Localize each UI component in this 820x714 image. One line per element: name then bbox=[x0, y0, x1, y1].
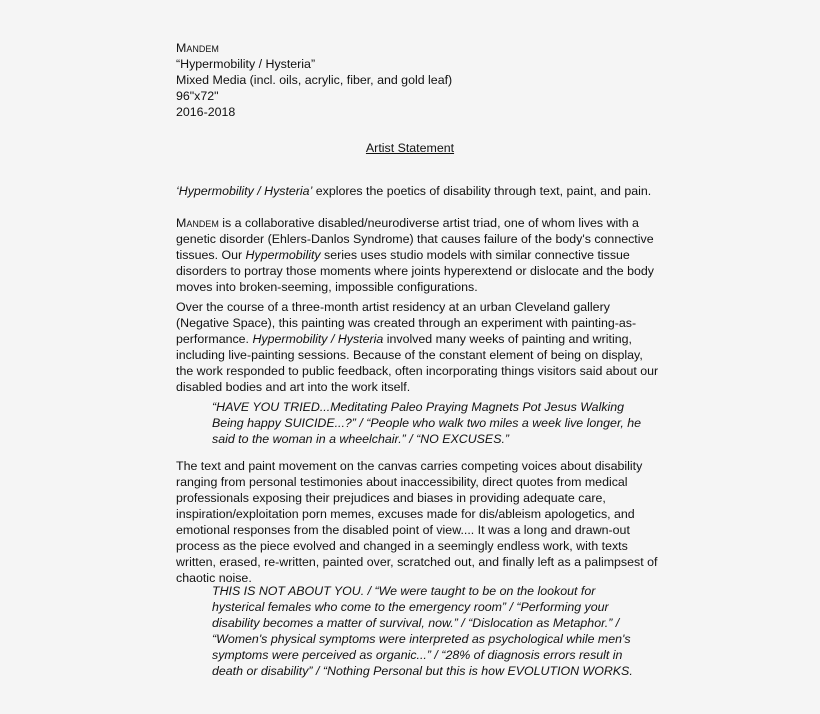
para3-line5: emotional responses from the disabled point of view.... It was a long and drawn-out bbox=[176, 523, 630, 537]
para1-line3-italic: Hypermobility bbox=[245, 248, 321, 262]
para1-line5: moves into broken-seeming, impossible configurations. bbox=[176, 280, 478, 294]
para3-line1: The text and paint movement on the canvas carries competing voices about disability bbox=[176, 459, 643, 473]
para2-line2: (Negative Space), this painting was created through an experiment with painting-as- bbox=[176, 316, 637, 330]
para3-line6: process as the piece evolved and changed in a seemingly endless work, with texts bbox=[176, 539, 628, 553]
para3-line8: chaotic noise. bbox=[176, 571, 252, 585]
intro-paragraph bbox=[176, 183, 656, 199]
artwork-medium: Mixed Media (incl. oils, acrylic, fiber, and gold leaf) bbox=[176, 73, 453, 87]
statement-heading bbox=[0, 140, 820, 156]
quote2-line3: disability becomes a matter of survival, now.” / “Dislocation as Metaphor.” / bbox=[212, 616, 620, 630]
artwork-years: 2016-2018 bbox=[176, 105, 236, 119]
quote1-line3: said to the woman in a wheelchair.” / “NO EXCUSES.” bbox=[212, 432, 510, 446]
artwork-header bbox=[176, 40, 452, 120]
intro-italic-title: ‘Hypermobility / Hysteria’ bbox=[176, 184, 313, 198]
statement-title-text: Artist Statement bbox=[365, 141, 455, 155]
para2-line4: including live-painting sessions. Because of the constant element of being on display, bbox=[176, 348, 643, 362]
artwork-title: “Hypermobility / Hysteria” bbox=[176, 57, 316, 71]
para2-line3-pre: performance. bbox=[176, 332, 253, 346]
intro-text: explores the poetics of disability through text, paint, and pain. bbox=[312, 184, 652, 198]
para2-line5: the work responded to public feedback, often incorporating things visitors said about our bbox=[176, 364, 659, 378]
para3-line7: written, erased, re-written, painted over, scratched out, and finally left as a palimpsest of bbox=[176, 555, 658, 569]
para3-line4: inspiration/exploitation porn memes, excuses made for dis/ableism apologetics, and bbox=[176, 507, 635, 521]
quote-block-1 bbox=[212, 399, 641, 447]
para2-line3-italic: Hypermobility / Hysteria bbox=[252, 332, 384, 346]
quote2-line6: death or disability” / “Nothing Personal but this is how EVOLUTION WORKS. bbox=[212, 664, 633, 678]
para2-line1: Over the course of a three-month artist residency at an urban Cleveland gallery bbox=[176, 300, 610, 314]
paragraph-2 bbox=[176, 299, 659, 395]
artist-name: Mandem bbox=[176, 41, 219, 55]
para1-line3-pre: tissues. Our bbox=[176, 248, 246, 262]
para3-line2: ranging from personal testimonies about inaccessibility, direct quotes from medical bbox=[176, 475, 628, 489]
quote2-line2: hysterical females who come to the emergency room” / “Performing your bbox=[212, 600, 609, 614]
artwork-dimensions: 96"x72" bbox=[176, 89, 219, 103]
quote2-line5: symptoms were perceived as organic...” / “28% of diagnosis errors result in bbox=[212, 648, 623, 662]
quote-block-2 bbox=[212, 583, 633, 679]
quote1-line1: “HAVE YOU TRIED...Meditating Paleo Praying Magnets Pot Jesus Walking bbox=[212, 400, 625, 414]
para2-line3-post: involved many weeks of painting and writing, bbox=[383, 332, 632, 346]
quote2-line1: THIS IS NOT ABOUT YOU. / “We were taught to be on the lookout for bbox=[212, 584, 596, 598]
para1-line3-post: series uses studio models with similar connective tissue bbox=[320, 248, 630, 262]
para1-artist: Mandem bbox=[176, 216, 219, 230]
para1-line4: disorders to portray those moments where joints hyperextend or dislocate and the body bbox=[176, 264, 654, 278]
para3-line3: professionals exposing their prejudices and biases in providing adequate care, bbox=[176, 491, 606, 505]
quote1-line2: Being happy SUICIDE...?” / “People who walk two miles a week live longer, he bbox=[212, 416, 642, 430]
para1-line1: is a collaborative disabled/neurodiverse artist triad, one of whom lives with a bbox=[218, 216, 639, 230]
quote2-line4: “Women's physical symptoms were interpreted as psychological while men's bbox=[212, 632, 631, 646]
para1-line2: genetic disorder (Ehlers-Danlos Syndrome) that causes failure of the body's connective bbox=[176, 232, 654, 246]
paragraph-1 bbox=[176, 215, 656, 295]
paragraph-3 bbox=[176, 458, 656, 586]
para2-line6: disabled bodies and art into the work itself. bbox=[176, 380, 411, 394]
